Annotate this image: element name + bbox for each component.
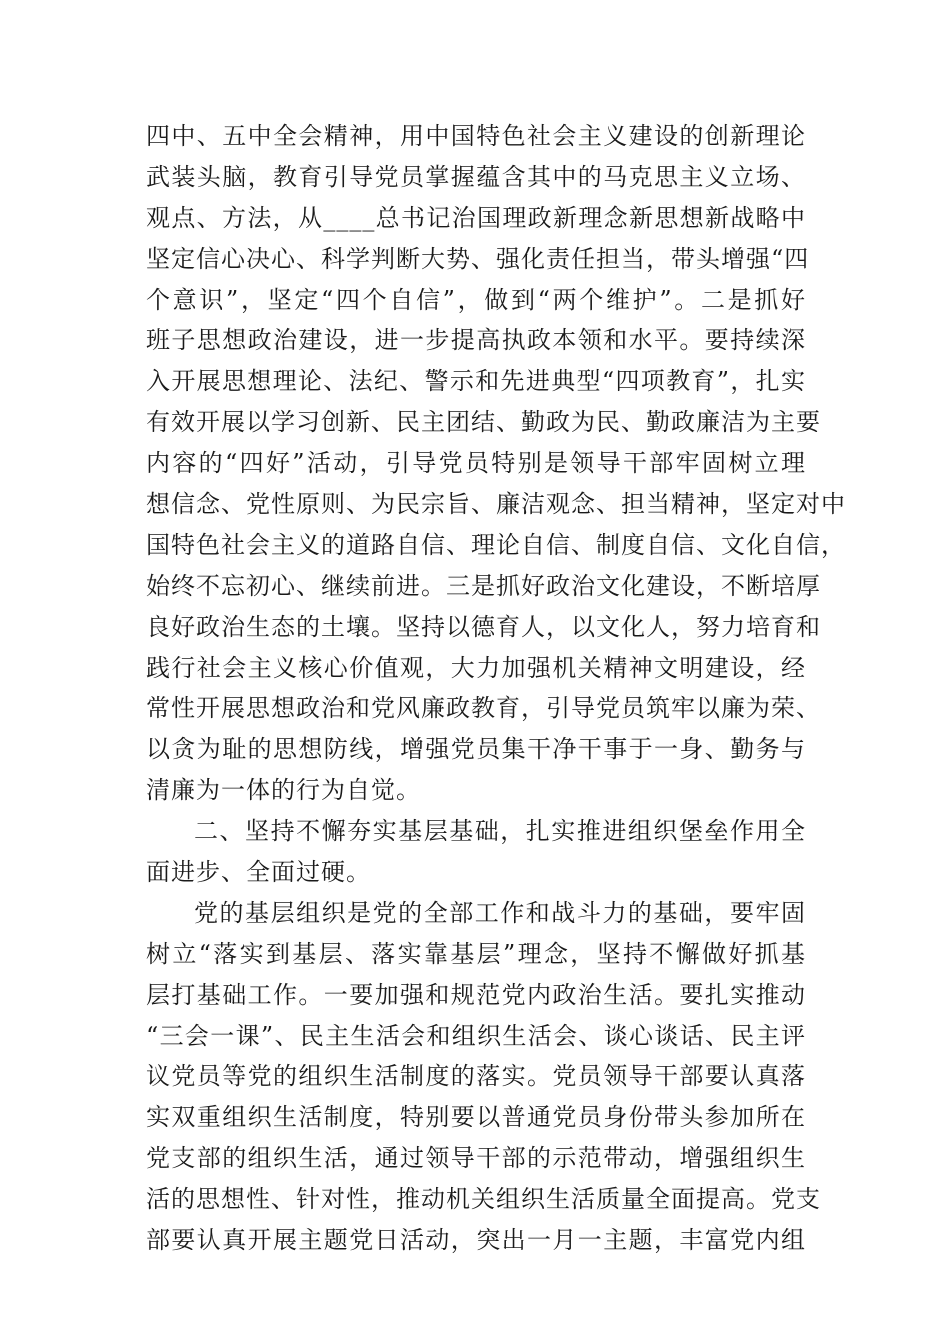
text-line: 有效开展以学习创新、民主团结、勤政为民、勤政廉洁为主要 [146, 408, 821, 437]
text-line: 践行社会主义核心价值观，大力加强机关精神文明建设，经 [146, 653, 806, 682]
text-line: 始终不忘初心、继续前进。三是抓好政治文化建设，不断培厚 [146, 571, 821, 600]
text-line: “三会一课”、民主生活会和组织生活会、谈心谈话、民主评 [146, 1021, 806, 1050]
text-line: 活的思想性、针对性，推动机关组织生活质量全面提高。党支 [146, 1185, 821, 1214]
text-line: 部要认真开展主题党日活动，突出一月一主题，丰富党内组 [146, 1226, 806, 1255]
text-line: 国特色社会主义的道路自信、理论自信、制度自信、文化自信， [146, 530, 846, 559]
text-line: 以贪为耻的思想防线，增强党员集干净干事于一身、勤务与 [146, 735, 806, 764]
text-line: 党的基层组织是党的全部工作和战斗力的基础，要牢固 [194, 898, 806, 927]
text-line: 议党员等党的组织生活制度的落实。党员领导干部要认真落 [146, 1062, 806, 1091]
text-line: 树立“落实到基层、落实靠基层”理念，坚持不懈做好抓基 [146, 939, 806, 968]
paragraph [146, 116, 846, 811]
text-line: 观点、方法，从____总书记治国理政新理念新思想新战略中 [146, 203, 806, 232]
text-line: 入开展思想理论、法纪、警示和先进典型“四项教育”，扎实 [146, 367, 806, 396]
text-line: 坚定信心决心、科学判断大势、强化责任担当，带头增强“四 [146, 244, 810, 273]
document-body [146, 116, 846, 1261]
text-line: 内容的“四好”活动，引导党员特别是领导干部牢固树立理 [146, 449, 806, 478]
text-line: 常性开展思想政治和党风廉政教育，引导党员筑牢以廉为荣、 [146, 694, 821, 723]
text-line: 良好政治生态的土壤。坚持以德育人，以文化人，努力培育和 [146, 612, 821, 641]
text-line: 个意识”，坚定“四个自信”，做到“两个维护”。二是抓好 [146, 285, 806, 314]
paragraph [146, 893, 821, 1261]
text-line: 清廉为一体的行为自觉。 [146, 776, 421, 805]
text-line: 武装头脑，教育引导党员掌握蕴含其中的马克思主义立场、 [146, 162, 806, 191]
text-line: 党支部的组织生活，通过领导干部的示范带动，增强组织生 [146, 1144, 806, 1173]
paragraph [146, 811, 806, 893]
text-line: 想信念、党性原则、为民宗旨、廉洁观念、担当精神，坚定对中 [146, 490, 846, 519]
text-line: 四中、五中全会精神，用中国特色社会主义建设的创新理论 [146, 122, 806, 150]
text-line: 班子思想政治建设，进一步提高执政本领和水平。要持续深 [146, 326, 806, 355]
text-line: 二、坚持不懈夯实基层基础，扎实推进组织堡垒作用全 [194, 817, 806, 846]
text-line: 实双重组织生活制度，特别要以普通党员身份带头参加所在 [146, 1103, 806, 1132]
text-line: 层打基础工作。一要加强和规范党内政治生活。要扎实推动 [146, 980, 806, 1009]
text-line: 面进步、全面过硬。 [146, 858, 371, 887]
